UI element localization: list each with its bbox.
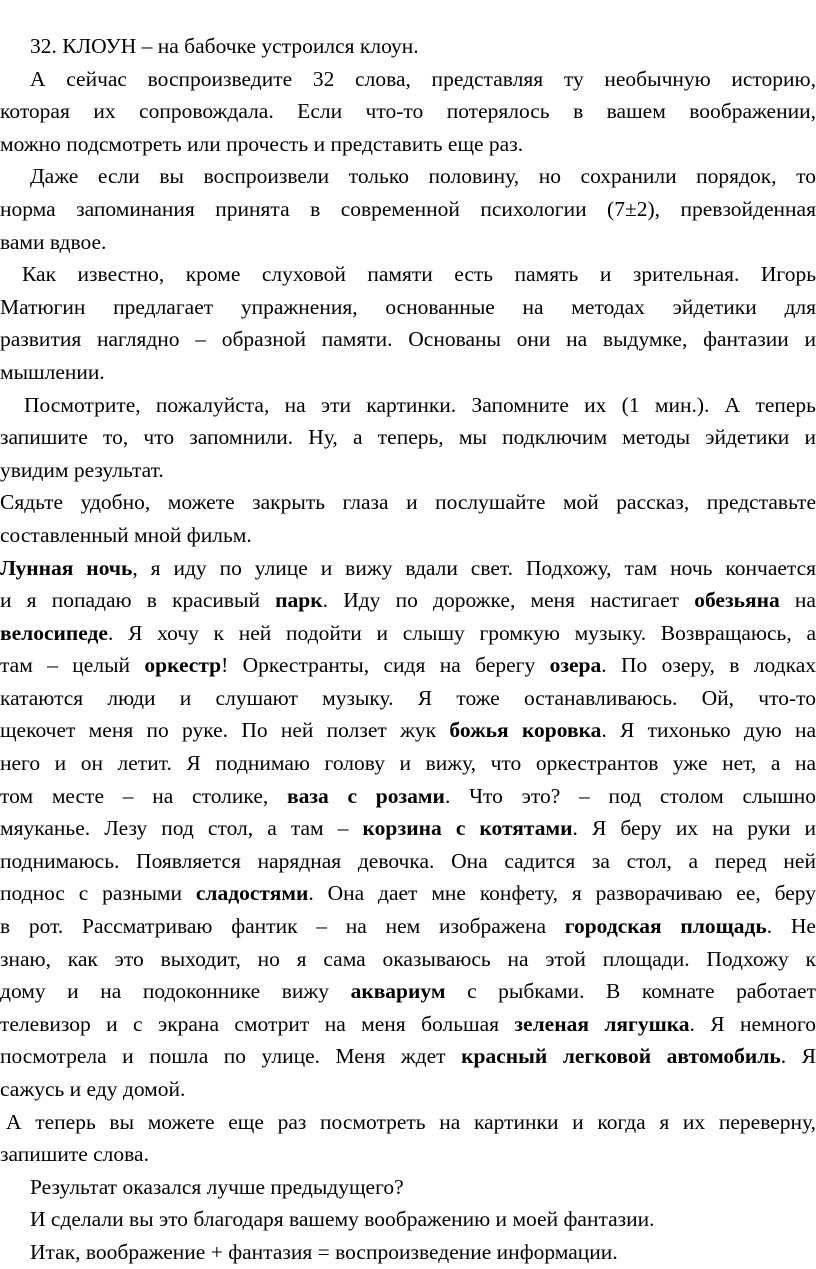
text-run: . Я немного: [689, 1011, 816, 1036]
text-run: посмотрела и пошла по улице. Меня ждет: [0, 1044, 462, 1069]
text-run: поднос с разными: [0, 881, 196, 906]
text-run: запишите то, что запомнили. Ну, а теперь, мы подключим методы эйдетики и: [0, 425, 816, 450]
bold-keyword: божья коровка: [449, 718, 602, 743]
text-line: [0, 128, 816, 161]
text-line: [0, 160, 816, 193]
text-run: . Она дает мне конфету, я разворачиваю ее, беру: [308, 881, 816, 906]
text-run: в рот. Рассматриваю фантик – на нем изображена: [0, 914, 565, 939]
text-run: мышлении.: [0, 359, 105, 384]
text-line: [0, 63, 816, 96]
text-line: [0, 389, 816, 422]
text-line: [0, 747, 816, 780]
text-line: [0, 975, 816, 1008]
text-line: [0, 1073, 816, 1106]
text-line: [0, 1008, 816, 1041]
text-line: [0, 1106, 816, 1139]
text-line: [0, 258, 816, 291]
text-line: [0, 226, 816, 259]
text-run: . Я тихонько дую на: [601, 718, 816, 743]
text-run: Матюгин предлагает упражнения, основанные на методах эйдетики для: [0, 294, 816, 319]
text-run: норма запоминания принята в современной психологии (7±2), превзойденная: [0, 196, 816, 221]
text-line: [0, 584, 816, 617]
bold-keyword: городская площадь: [564, 914, 767, 939]
text-run: там – целый: [0, 653, 145, 678]
bold-keyword: велосипеде: [0, 620, 108, 645]
text-run: развития наглядно – образной памяти. Основаны они на выдумке, фантазии и: [0, 327, 816, 352]
text-run: вами вдвое.: [0, 229, 107, 254]
text-run: Результат оказался лучше предыдущего?: [30, 1174, 404, 1199]
text-run: поднимаюсь. Появляется нарядная девочка. Она садится за стол, а перед ней: [0, 848, 816, 873]
text-line: [0, 291, 816, 324]
text-run: сажусь и еду домой.: [0, 1077, 186, 1101]
text-run: знаю, как это выходит, но я сама оказываюсь на этой площади. Подхожу к: [0, 946, 816, 971]
text-line: [0, 1138, 816, 1171]
text-run: можно подсмотреть или прочесть и представить еще раз.: [0, 131, 524, 156]
text-run: . Я беру их на руки и: [572, 816, 816, 841]
text-line: [0, 1040, 816, 1073]
bold-keyword: ваза с розами: [287, 783, 445, 808]
text-line: [0, 193, 816, 226]
text-run: увидим результат.: [0, 457, 164, 482]
bold-keyword: оркестр: [144, 653, 222, 678]
text-run: ! Оркестранты, сидя на берегу: [221, 653, 550, 678]
text-run: . Я хочу к ней подойти и слышу громкую музыку. Возвращаюсь, а: [107, 620, 816, 645]
text-line: [0, 877, 816, 910]
text-run: Посмотрите, пожалуйста, на эти картинки. Запомните их (1 мин.). А теперь: [24, 392, 816, 417]
text-run: 32. КЛОУН – на бабочке устроился клоун.: [30, 34, 419, 58]
bold-keyword: Лунная ночь: [0, 555, 133, 580]
text-run: . Иду по дорожке, меня настигает: [322, 588, 695, 613]
bold-keyword: красный легковой автомобиль: [461, 1044, 781, 1069]
text-run: щекочет меня по руке. По ней ползет жук: [0, 718, 450, 743]
text-run: . По озеру, в лодках: [601, 653, 816, 678]
text-line: [0, 552, 816, 585]
text-run: . Не: [766, 914, 816, 939]
text-line: [0, 1171, 816, 1204]
text-run: телевизор и с экрана смотрит на меня большая: [0, 1011, 515, 1036]
text-run: А теперь вы можете еще раз посмотреть на картинки и когда я их переверну,: [6, 1109, 816, 1134]
bold-keyword: зеленая лягушка: [514, 1011, 690, 1036]
text-line: [0, 454, 816, 487]
text-line: [0, 812, 816, 845]
text-line: [0, 1203, 816, 1236]
text-line: [0, 943, 816, 976]
bold-keyword: парк: [275, 588, 323, 613]
text-run: катаются люди и слушают музыку. Я тоже останавливаюсь. Ой, что-то: [0, 685, 816, 710]
text-run: Итак, воображение + фантазия = воспроизведение информации.: [30, 1239, 618, 1264]
bold-keyword: сладостями: [195, 881, 309, 906]
text-run: и я попадаю в красивый: [0, 588, 276, 613]
text-line: [0, 356, 816, 389]
text-run: том месте – на столике,: [0, 783, 287, 808]
text-line: [0, 682, 816, 715]
bold-keyword: обезьяна: [694, 588, 780, 613]
text-run: . Я: [780, 1044, 816, 1069]
text-line: [0, 486, 816, 519]
text-run: . Что это? – под столом слышно: [444, 783, 816, 808]
text-run: мяуканье. Лезу под стол, а там –: [0, 816, 363, 841]
text-line: [0, 30, 816, 63]
text-line: [0, 1236, 816, 1269]
text-run: которая их сопровождала. Если что-то потерялось в вашем воображении,: [0, 99, 816, 124]
text-line: [0, 714, 816, 747]
text-run: И сделали вы это благодаря вашему воображению и моей фантазии.: [30, 1207, 655, 1232]
text-line: [0, 845, 816, 878]
text-run: него и он летит. Я поднимаю голову и вижу, что оркестрантов уже нет, а на: [0, 751, 816, 776]
text-run: запишите слова.: [0, 1142, 149, 1167]
text-line: [0, 780, 816, 813]
text-line: [0, 617, 816, 650]
text-line: [0, 323, 816, 356]
text-run: Сядьте удобно, можете закрыть глаза и послушайте мой рассказ, представьте: [0, 490, 816, 515]
document-body-text: [0, 30, 816, 1269]
text-line: [0, 421, 816, 454]
bold-keyword: аквариум: [350, 979, 446, 1004]
text-run: на: [779, 588, 816, 613]
text-line: [0, 910, 816, 943]
text-run: дому и на подоконнике вижу: [0, 979, 351, 1004]
text-line: [0, 95, 816, 128]
text-run: , я иду по улице и вижу вдали свет. Подхожу, там ночь кончается: [132, 555, 816, 580]
bold-keyword: озера: [549, 653, 602, 678]
text-run: Как известно, кроме слуховой памяти есть память и зрительная. Игорь: [22, 262, 816, 287]
text-run: с рыбками. В комнате работает: [445, 979, 816, 1004]
text-line: [0, 649, 816, 682]
text-run: Даже если вы воспроизвели только половину, но сохранили порядок, то: [30, 164, 816, 189]
text-run: составленный мной фильм.: [0, 522, 252, 547]
text-run: А сейчас воспроизведите 32 слова, представляя ту необычную историю,: [30, 66, 816, 91]
bold-keyword: корзина с котятами: [362, 816, 573, 841]
text-line: [0, 519, 816, 552]
